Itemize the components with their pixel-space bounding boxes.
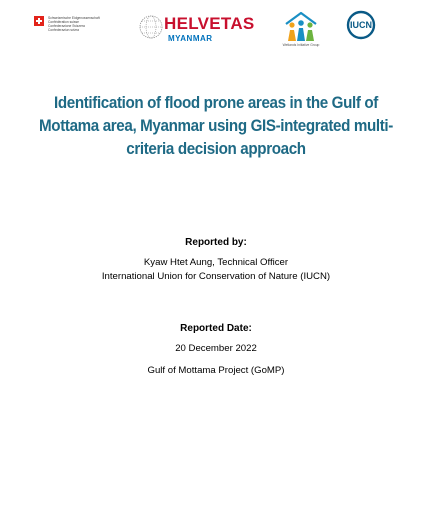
reported-date-label: Reported Date:	[180, 323, 252, 334]
project-name: Gulf of Mottama Project (GoMP)	[147, 365, 285, 376]
swiss-cross-icon	[34, 16, 44, 26]
helvetas-subtitle: MYANMAR	[168, 34, 213, 43]
globe-icon	[138, 12, 164, 46]
swiss-logo-text	[48, 16, 100, 32]
iucn-logo	[346, 10, 376, 40]
logo-bar	[0, 10, 432, 52]
helvetas-name: HELVETAS	[164, 14, 255, 33]
report-date: 20 December 2022	[175, 343, 257, 354]
swiss-line: Confederaziun svizra	[48, 28, 79, 32]
swiss-line: Schweizerische Eidgenossenschaft	[48, 16, 100, 20]
swiss-line: Confederazione Svizzera	[48, 24, 85, 28]
swiss-line: Confédération suisse	[48, 20, 79, 24]
people-house-icon	[282, 10, 320, 43]
helvetas-logo	[138, 12, 258, 48]
wetlands-caption: Wetlands Initiative Group	[282, 43, 320, 47]
iucn-name: IUCN	[350, 20, 372, 30]
author-name: Kyaw Htet Aung, Technical Officer	[143, 257, 289, 268]
report-title: Identification of flood prone areas in the Gulf of Mottama area, Myanmar using GIS-integrated multi-criteria decision approach	[39, 94, 393, 158]
author-affiliation: International Union for Conservation of Nature (IUCN)	[101, 271, 331, 282]
reported-by-label: Reported by:	[185, 237, 247, 248]
wetlands-group-logo	[280, 10, 322, 50]
